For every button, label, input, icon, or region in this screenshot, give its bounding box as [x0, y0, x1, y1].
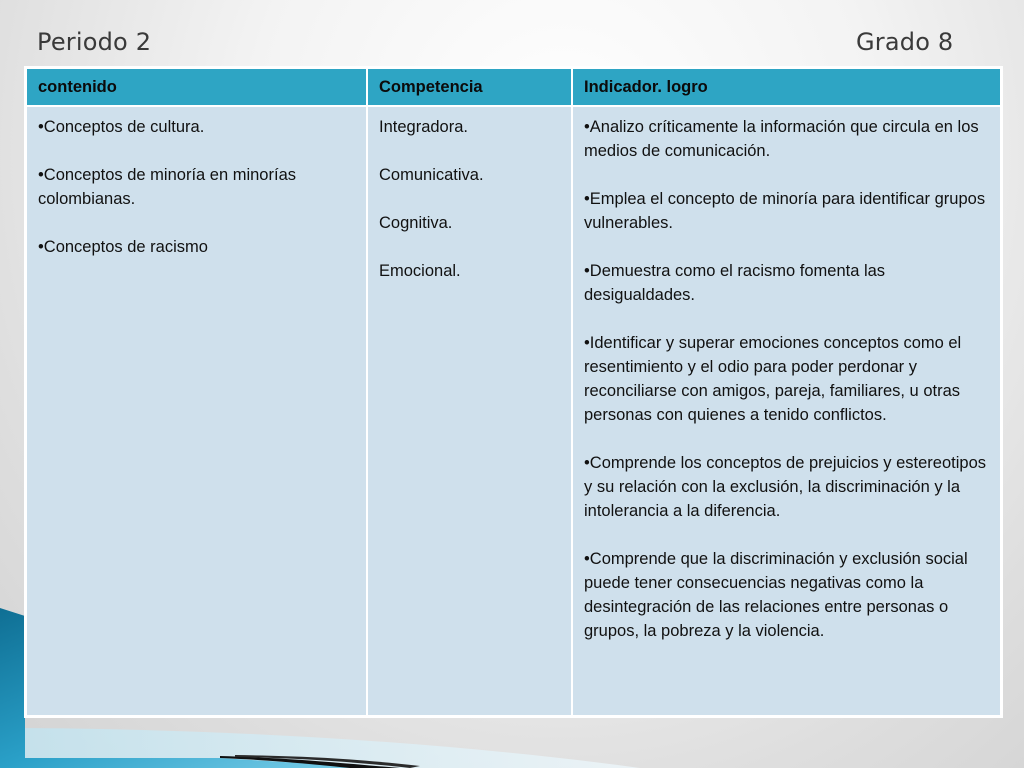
- cell-contenido: [26, 106, 367, 716]
- indicador-list: [584, 115, 989, 643]
- list-item: Integradora.: [379, 118, 468, 136]
- table-row: [26, 106, 1001, 716]
- column-header-contenido: contenido: [26, 68, 367, 106]
- cell-competencia: [367, 106, 572, 716]
- table-header-row: [26, 68, 1001, 106]
- list-item: •Comprende que la discriminación y exclusión social puede tener consecuencias negativas como la desintegración de las relaciones entre personas o grupos, la pobreza y la violencia.: [584, 550, 968, 640]
- curriculum-table: [25, 67, 1002, 717]
- list-item: Emocional.: [379, 262, 461, 280]
- list-item: •Conceptos de racismo: [38, 238, 208, 256]
- column-header-competencia: Competencia: [367, 68, 572, 106]
- list-item: •Conceptos de minoría en minorías colombianas.: [38, 166, 296, 208]
- contenido-list: [38, 115, 355, 259]
- list-item: •Emplea el concepto de minoría para identificar grupos vulnerables.: [584, 190, 986, 232]
- list-item: Comunicativa.: [379, 166, 484, 184]
- list-item: Cognitiva.: [379, 214, 453, 232]
- list-item: •Identificar y superar emociones conceptos como el resentimiento y el odio para poder perdonar y reconciliarse con amigos, pareja, familiares, u otras personas con quienes a tenido conflictos.: [584, 334, 962, 424]
- list-item: •Demuestra como el racismo fomenta las desigualdades.: [584, 262, 886, 304]
- period-title: Periodo 2: [37, 28, 152, 56]
- list-item: •Conceptos de cultura.: [38, 118, 205, 136]
- grade-title: Grado 8: [856, 28, 954, 56]
- list-item: •Comprende los conceptos de prejuicios y estereotipos y su relación con la exclusión, la discriminación y la intolerancia a la diferencia.: [584, 454, 986, 520]
- column-header-indicador: Indicador. logro: [572, 68, 1001, 106]
- list-item: •Analizo críticamente la información que circula en los medios de comunicación.: [584, 118, 979, 160]
- competencia-list: [379, 115, 560, 283]
- cell-indicador: [572, 106, 1001, 716]
